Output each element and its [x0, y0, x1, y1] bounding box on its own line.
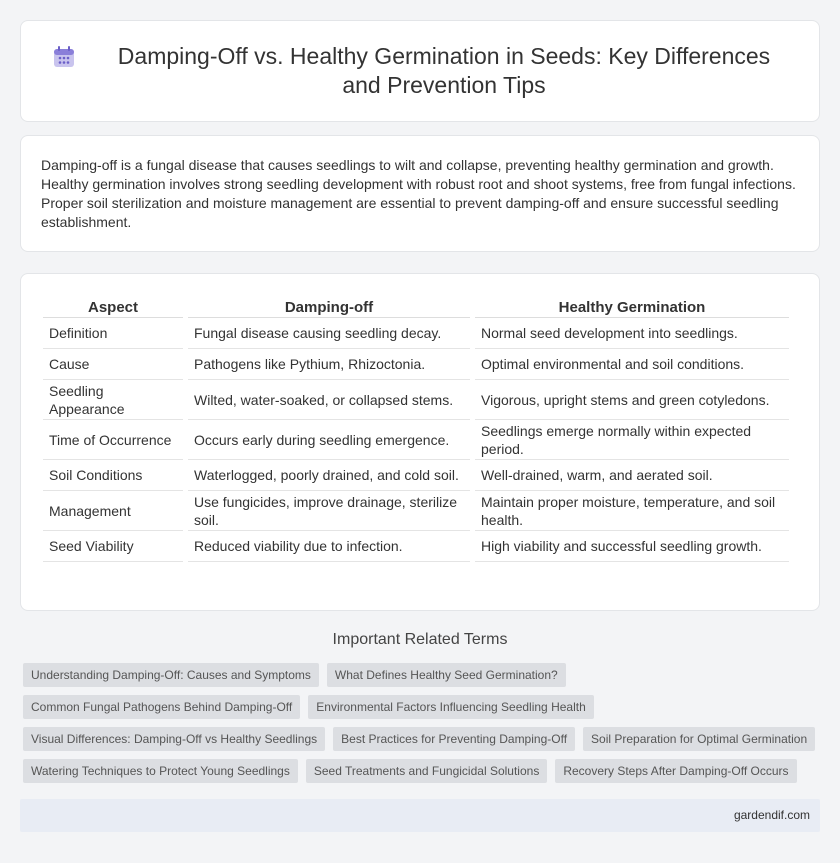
table-cell: Seedlings emerge normally within expected period. [475, 420, 789, 460]
comparison-card [20, 273, 820, 611]
table-row [43, 420, 789, 460]
column-header: Aspect [43, 296, 183, 318]
table-cell: Vigorous, upright stems and green cotyledons. [475, 380, 789, 420]
column-header: Healthy Germination [475, 296, 789, 318]
footer-site-link[interactable]: gardendif.com [733, 808, 810, 822]
header-card [20, 20, 820, 122]
table-header-row [43, 296, 789, 318]
calendar-icon [51, 44, 77, 70]
footer [20, 799, 820, 832]
related-term-tag[interactable]: Common Fungal Pathogens Behind Damping-Off [23, 695, 300, 719]
related-term-tag[interactable]: Seed Treatments and Fungicidal Solutions [306, 759, 547, 783]
related-term-tag[interactable]: Understanding Damping-Off: Causes and Symptoms [23, 663, 319, 687]
column-header: Damping-off [188, 296, 470, 318]
related-term-tag[interactable]: Visual Differences: Damping-Off vs Healthy Seedlings [23, 727, 325, 751]
intro-card [20, 135, 820, 252]
table-cell: Soil Conditions [43, 460, 183, 491]
table-cell: Definition [43, 318, 183, 349]
related-terms-title: Important Related Terms [332, 631, 508, 648]
related-terms-list [23, 663, 823, 791]
table-cell: High viability and successful seedling growth. [475, 531, 789, 562]
table-cell: Maintain proper moisture, temperature, and soil health. [475, 491, 789, 531]
table-row [43, 318, 789, 349]
related-term-tag[interactable]: Soil Preparation for Optimal Germination [583, 727, 815, 751]
table-cell: Pathogens like Pythium, Rhizoctonia. [188, 349, 470, 380]
table-cell: Normal seed development into seedlings. [475, 318, 789, 349]
table-cell: Time of Occurrence [43, 420, 183, 460]
table-cell: Well-drained, warm, and aerated soil. [475, 460, 789, 491]
tag-row [23, 663, 823, 687]
related-term-tag[interactable]: Environmental Factors Influencing Seedling Health [308, 695, 593, 719]
table-cell: Management [43, 491, 183, 531]
intro-paragraph: Damping-off is a fungal disease that causes seedlings to wilt and collapse, preventing healthy germination and growth. Healthy germination involves strong seedling development with robust root and shoot systems, free from fungal infections. Proper soil sterilization and moisture management are essential to prevent damping-off and ensure successful seedling establishment. [41, 157, 796, 230]
related-term-tag[interactable]: Watering Techniques to Protect Young Seedlings [23, 759, 298, 783]
tag-row [23, 695, 823, 719]
comparison-table [38, 296, 794, 562]
tag-row [23, 759, 823, 783]
page-title: Damping-Off vs. Healthy Germination in Seeds: Key Differences and Prevention Tips [117, 43, 771, 98]
table-cell: Fungal disease causing seedling decay. [188, 318, 470, 349]
table-cell: Waterlogged, poorly drained, and cold soil. [188, 460, 470, 491]
table-cell: Seedling Appearance [43, 380, 183, 420]
tag-row [23, 727, 823, 751]
table-row [43, 380, 789, 420]
table-cell: Use fungicides, improve drainage, sterilize soil. [188, 491, 470, 531]
table-cell: Occurs early during seedling emergence. [188, 420, 470, 460]
table-row [43, 531, 789, 562]
table-cell: Optimal environmental and soil conditions. [475, 349, 789, 380]
table-row [43, 349, 789, 380]
related-term-tag[interactable]: Recovery Steps After Damping-Off Occurs [555, 759, 796, 783]
table-cell: Seed Viability [43, 531, 183, 562]
related-term-tag[interactable]: Best Practices for Preventing Damping-Off [333, 727, 575, 751]
table-cell: Wilted, water-soaked, or collapsed stems. [188, 380, 470, 420]
table-row [43, 491, 789, 531]
table-row [43, 460, 789, 491]
related-term-tag[interactable]: What Defines Healthy Seed Germination? [327, 663, 566, 687]
table-cell: Cause [43, 349, 183, 380]
table-cell: Reduced viability due to infection. [188, 531, 470, 562]
